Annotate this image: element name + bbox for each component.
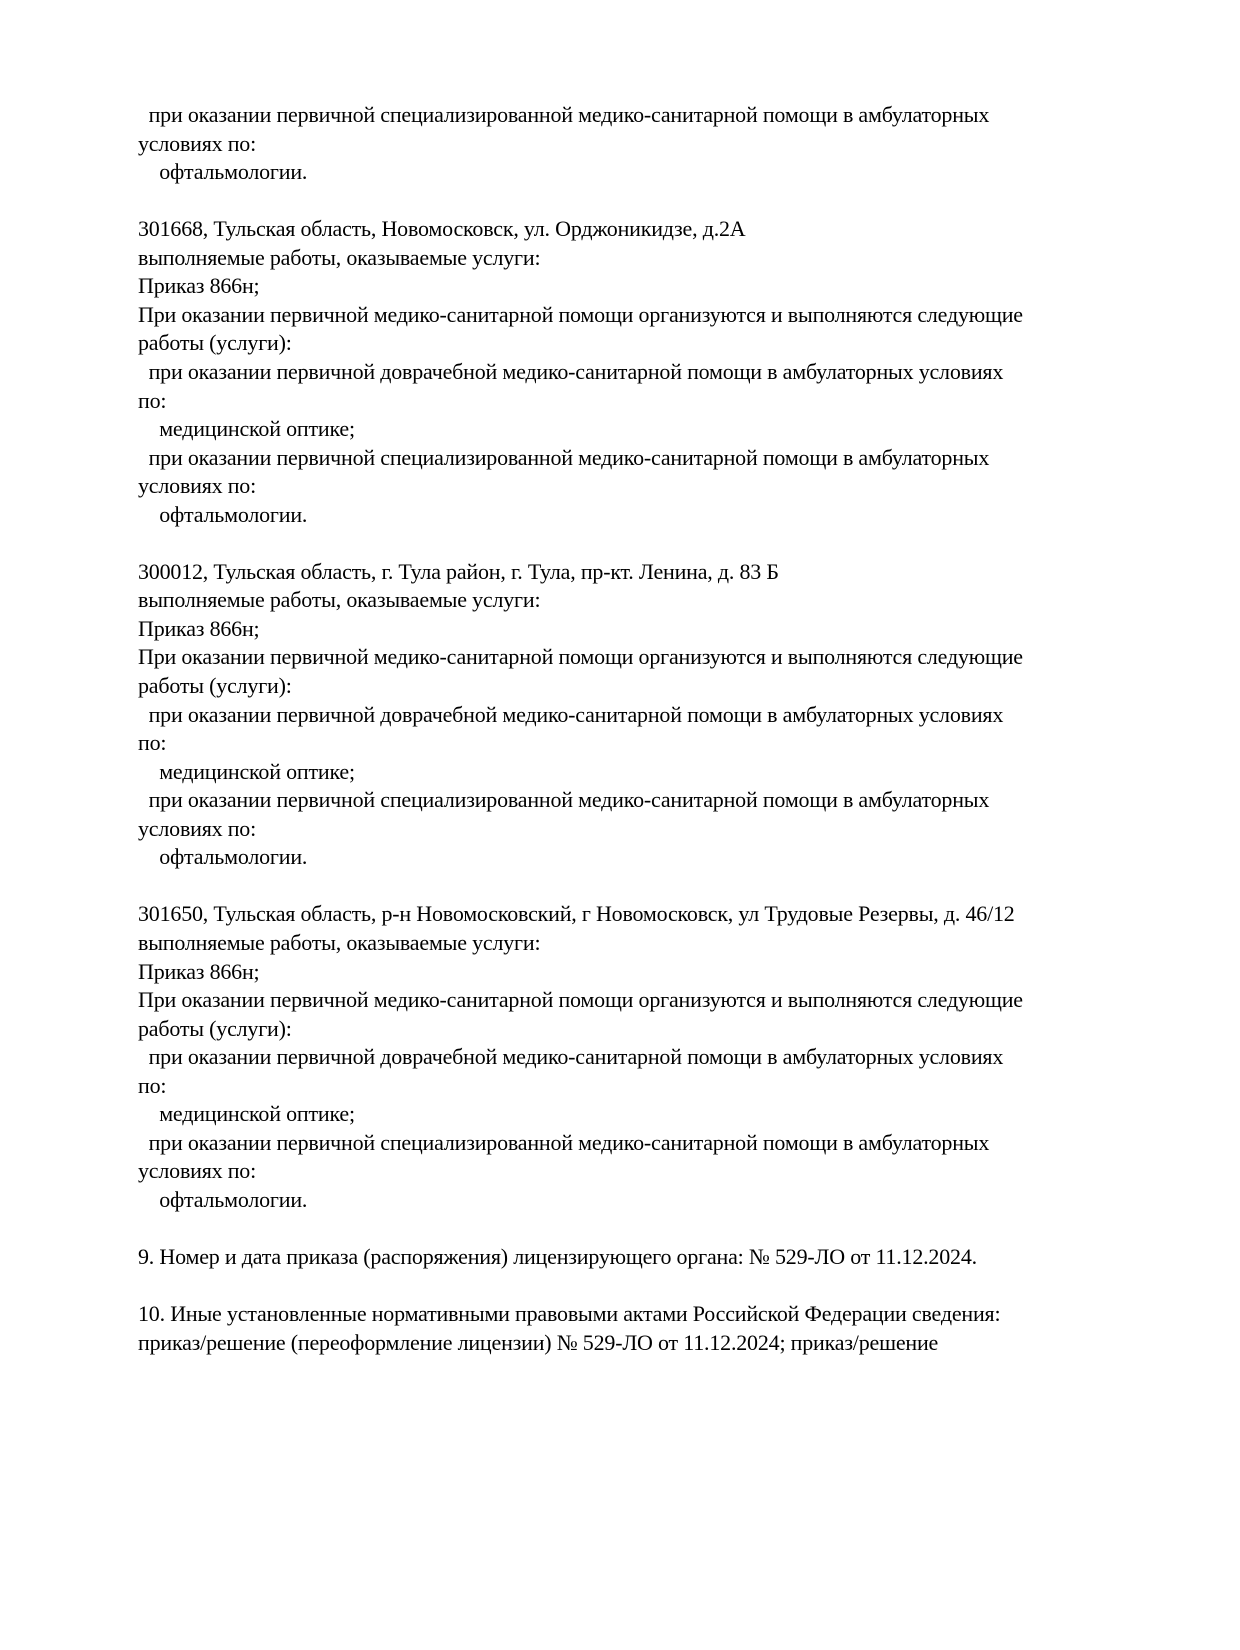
document-line: при оказании первичной специализированной медико-санитарной помощи в амбулаторных	[138, 102, 990, 127]
document-line: медицинской оптике;	[138, 1101, 355, 1127]
document-line: 10. Иные установленные нормативными правовыми актами Российской Федерации сведения:	[138, 1301, 1001, 1327]
document-line: 301650, Тульская область, р-н Новомосковский, г Новомосковск, ул Трудовые Резервы, д. 46/12	[138, 901, 1015, 927]
document-line: При оказании первичной медико-санитарной помощи организуются и выполняются следующие	[138, 644, 1023, 670]
document-line: условиях по:	[138, 130, 257, 156]
document-line: медицинской оптике;	[138, 758, 355, 784]
document-line: выполняемые работы, оказываемые услуги:	[138, 244, 541, 270]
document-line: при оказании первичной доврачебной медико-санитарной помощи в амбулаторных условиях	[138, 1044, 1004, 1070]
document-line: работы (услуги):	[138, 1015, 292, 1041]
document-line: 9. Номер и дата приказа (распоряжения) лицензирующего органа: № 529-ЛО от 11.12.2024.	[138, 1244, 977, 1269]
document-line: При оказании первичной медико-санитарной помощи организуются и выполняются следующие	[138, 301, 1023, 327]
document-line: офтальмологии.	[138, 1186, 308, 1212]
document-line: условиях по:	[138, 1158, 257, 1184]
document-line: офтальмологии.	[138, 844, 308, 870]
document-line: работы (услуги):	[138, 673, 292, 698]
document-line: офтальмологии.	[138, 159, 308, 185]
document-line: при оказании первичной доврачебной медико-санитарной помощи в амбулаторных условиях	[138, 701, 1004, 727]
document-line: Приказ 866н;	[138, 273, 260, 299]
document-line: по:	[138, 730, 167, 756]
document-line: работы (услуги):	[138, 330, 292, 356]
document-line: 301668, Тульская область, Новомосковск, ул. Орджоникидзе, д.2А	[138, 216, 746, 242]
document-line: при оказании первичной специализированной медико-санитарной помощи в амбулаторных	[138, 787, 990, 813]
document-line: при оказании первичной специализированной медико-санитарной помощи в амбулаторных	[138, 444, 990, 470]
document-line: при оказании первичной специализированной медико-санитарной помощи в амбулаторных	[138, 1129, 990, 1155]
document-line: Приказ 866н;	[138, 615, 260, 641]
document-line: офтальмологии.	[138, 501, 308, 527]
document-line: приказ/решение (переоформление лицензии) № 529-ЛО от 11.12.2024; приказ/решение	[138, 1329, 939, 1355]
document-line: выполняемые работы, оказываемые услуги:	[138, 587, 541, 613]
document-line: 300012, Тульская область, г. Тула район, г. Тула, пр-кт. Ленина, д. 83 Б	[138, 558, 779, 584]
document-line: по:	[138, 387, 167, 413]
document-line: Приказ 866н;	[138, 958, 260, 984]
document-line: по:	[138, 1072, 167, 1098]
document-line: выполняемые работы, оказываемые услуги:	[138, 929, 541, 955]
document-line: при оказании первичной доврачебной медико-санитарной помощи в амбулаторных условиях	[138, 358, 1004, 384]
document-line: медицинской оптике;	[138, 416, 355, 442]
document-line: условиях по:	[138, 473, 257, 499]
document-line: При оказании первичной медико-санитарной помощи организуются и выполняются следующие	[138, 987, 1023, 1013]
document-line: условиях по:	[138, 815, 257, 841]
